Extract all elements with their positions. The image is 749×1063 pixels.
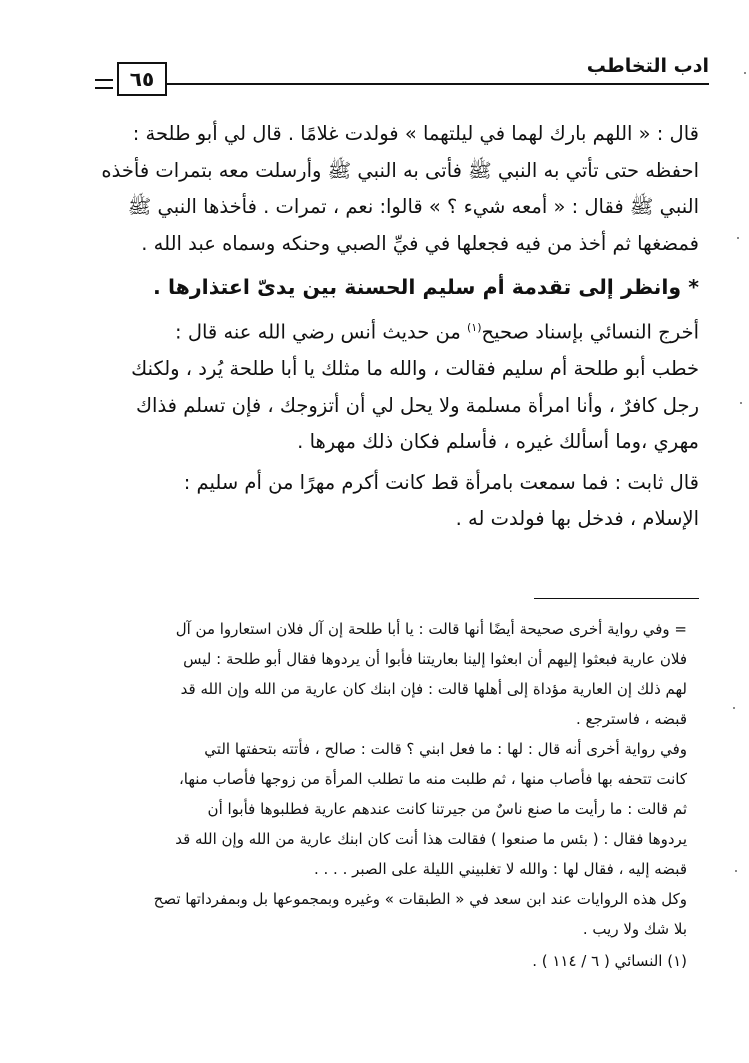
footnote-ref: (١) xyxy=(466,321,482,334)
book-title: ادب التخاطب xyxy=(586,55,709,77)
header-rule xyxy=(165,83,709,85)
paragraph1-line: النبي ﷺ فقال : « أمعه شيء ؟ » قالوا: نعم ، تمرات . فأخذها النبي ﷺ xyxy=(127,195,699,218)
footnote-line: = وفي رواية أخرى صحيحة أيضًا أنها قالت : يا أبا طلحة إن آل فلان استعاروا من آل xyxy=(175,620,687,638)
paragraph2-text: من حديث أنس رضي الله عنه قال : xyxy=(175,320,467,344)
footnote-line: يردوها فقال : ( بئس ما صنعوا ) فقالت هذا أنت كان ابنك عارية من الله وإن الله قد xyxy=(175,830,687,848)
paragraph1-line: احفظه حتى تأتي به النبي ﷺ فأتى به النبي ﷺ وأرسلت معه بتمرات فأخذه xyxy=(101,158,699,182)
paragraph1-line: فمضغها ثم أخذ من فيه فجعلها في فيِّ الصبي وحنكه وسماه عبد الله . xyxy=(141,231,699,255)
footnote-separator xyxy=(534,598,699,599)
footnote-line: فلان عارية فبعثوا إليهم أن ابعثوا إلينا بعاريتنا فأبوا أن يردوها فقال أبو طلحة : ليس xyxy=(183,650,687,668)
footnote-line: لهم ذلك إن العارية مؤداة إلى أهلها قالت : فإن ابنك كان عارية من الله وإن الله قد xyxy=(180,680,687,698)
footnote-line: كانت تتحفه بها فأصاب منها ، ثم طلبت منه ما تطلب المرأة من زوجها فأصاب منها، xyxy=(178,770,687,788)
footnote-line: وفي رواية أخرى أنه قال : لها : ما فعل ابني ؟ قالت : صالح ، فأتته بتحفتها التي xyxy=(204,740,687,758)
page-number: ٦٥ xyxy=(117,62,167,96)
paragraph2-text: أخرج النسائي بإسناد صحيح xyxy=(481,320,699,344)
scan-speck xyxy=(737,237,739,239)
scan-speck xyxy=(740,402,742,404)
paragraph3-line: الإسلام ، فدخل بها فولدت له . xyxy=(455,507,699,530)
paragraph1-line: قال : « اللهم بارك لهما في ليلتهما » فولدت غلامًا . قال لي أبو طلحة : xyxy=(132,122,699,145)
footnotes xyxy=(60,614,687,976)
footnote-line: وكل هذه الروايات عند ابن سعد في « الطبقات » وغيره وبمجموعها بل وبمفرداتها تصح xyxy=(153,890,687,908)
paragraph3-line: قال ثابت : فما سمعت بامرأة قط كانت أكرم مهرًا من أم سليم : xyxy=(183,470,699,494)
scan-speck xyxy=(735,870,737,872)
footnote-line: قبضه ، فاسترجع . xyxy=(575,710,687,728)
footnote-line: بلا شك ولا ريب . xyxy=(582,920,687,938)
paragraph2-line: خطب أبو طلحة أم سليم فقالت ، والله ما مثلك يا أبا طلحة يُرد ، ولكنك xyxy=(131,357,699,380)
paragraph2-line: رجل كافرٌ ، وأنا امرأة مسلمة ولا يحل لي أن أتزوجك ، فإن تسلم فذاك xyxy=(135,393,699,417)
header-double-rule xyxy=(95,79,113,89)
footnote-line: ثم قالت : ما رأيت ما صنع ناسٌ من جيرتنا كانت عندهم عارية فطلبوها فأبوا أن xyxy=(207,800,687,818)
scan-speck xyxy=(733,707,735,709)
section-heading: * وانظر إلى تقدمة أم سليم الحسنة بين يدىّ اعتذارها . xyxy=(153,275,699,299)
paragraph2-line: مهري ،وما أسألك غيره ، فأسلم فكان ذلك مهرها . xyxy=(297,430,699,453)
page-header xyxy=(95,55,709,95)
paragraph2-line xyxy=(66,310,699,351)
main-text xyxy=(66,116,699,538)
scan-speck xyxy=(744,72,746,74)
footnote-reference: (١) النسائي ( ٦ / ١١٤ ) . xyxy=(532,952,687,970)
footnote-line: قبضه إليه ، فقال لها : والله لا تغلبيني الليلة على الصبر . . . . xyxy=(313,860,687,878)
